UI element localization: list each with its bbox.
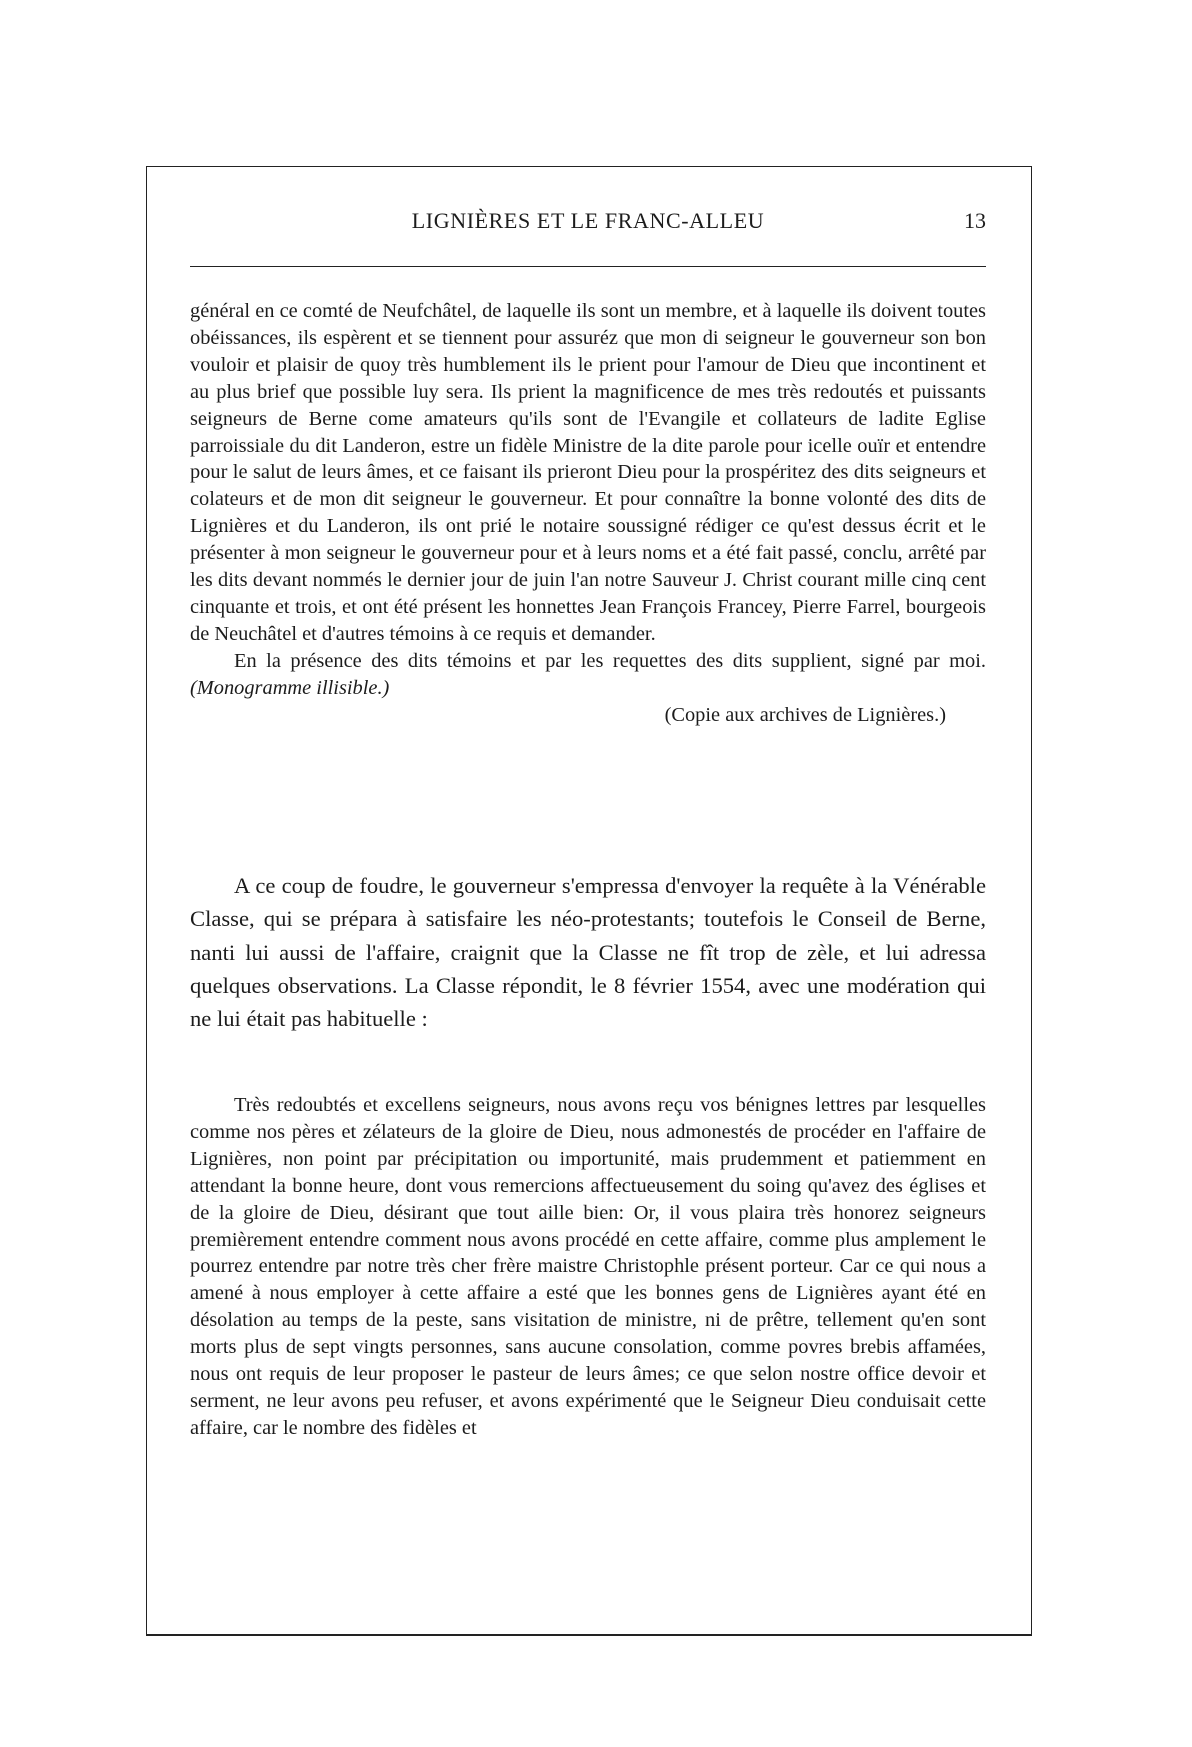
- body-paragraph: A ce coup de foudre, le gouverneur s'empressa d'envoyer la requête à la Vénérable Classe, qui se prépara à satisfaire les néo-protestants; toutefois le Conseil de Berne, nanti lui aussi de l'affaire, craignit que la Classe ne fît trop de zèle, et lui adressa quelques observations. La Classe répondit, le 8 février 1554, avec une modération qui ne lui était pas habituelle :: [190, 873, 986, 1032]
- body-text: [190, 869, 986, 1035]
- quote1-paragraph-2: [190, 648, 986, 702]
- source-note: (Copie aux archives de Lignières.): [664, 703, 946, 726]
- page-number: 13: [964, 208, 986, 233]
- quote1-paragraph-2-text: En la présence des dits témoins et par les requettes des dits supplient, signé par moi.: [234, 649, 986, 672]
- quote2-paragraph: Très redoubtés et excellens seigneurs, nous avons reçu vos bénignes lettres par lesquelles comme nos pères et zélateurs de la gloire de Dieu, nous admonestés de procéder en l'affaire de Lignières, non point par précipitation ou importunité, mais prudemment et patiemment en attendant la bonne heure, dont vous remercions affectueusement du soing qu'avez des églises et de la gloire de Dieu, désirant que tout aille bien: Or, il vous plaira très honorez seigneurs premièrement entendre comment nous avons procédé en cette affaire, comme plus amplement le pourrez entendre par notre très cher frère maistre Christophle présent porteur. Car ce qui nous a amené à nous employer à cette affaire a esté que les bonnes gens de Lignières ayant été en désolation au temps de la peste, sans visitation de ministre, ni de prêtre, tellement qu'en sont morts plus de sept vingts personnes, sans aucune consolation, comme povres brebis affamées, nous ont requis de leur proposer le pasteur de leurs âmes; ce que selon nostre office devoir et serment, ne leur avons peu refuser, et avons expérimenté que le Seigneur Dieu conduisait cette affaire, car le nombre des fidèles et: [190, 1094, 986, 1439]
- running-title: LIGNIÈRES ET LE FRANC-ALLEU: [411, 208, 765, 233]
- monogram-note: (Monogramme illisible.): [190, 676, 390, 699]
- quote1-paragraph-1: général en ce comté de Neufchâtel, de laquelle ils sont un membre, et à laquelle ils doivent toutes obéissances, ils espèrent et se tiennent pour assuréz que mon di seigneur le gouverneur son bon vouloir et plaisir de quoy très humblement ils le prient pour l'amour de Dieu que incontinent et au plus brief que possible luy sera. Ils prient la magnificence de mes très redoutés et puissants seigneurs de Berne come amateurs qu'ils sont de l'Evangile et collateurs de ladite Eglise parroissiale du dit Landeron, estre un fidèle Ministre de la dite parole pour icelle ouïr et entendre pour le salut de leurs âmes, et ce faisant ils prieront Dieu pour la prospéritez des dits seigneurs et colateurs et de mon dit seigneur le gouverneur. Et pour connaître la bonne volonté des dits de Lignières et du Landeron, ils ont prié le notaire soussigné rédiger ce qu'est dessus écrit et le présenter à mon seigneur le gouverneur pour et à leurs noms et a été fait passé, conclu, arrêté par les dits devant nommés le dernier jour de juin l'an notre Sauveur J. Christ courant mille cinq cent cinquante et trois, et ont été présent les honnettes Jean François Francey, Pierre Farrel, bourgeois de Neuchâtel et d'autres témoins à ce requis et demander.: [190, 300, 986, 645]
- quoted-document-1: [190, 298, 986, 729]
- header-divider: [190, 266, 986, 267]
- quoted-document-2: [190, 1092, 986, 1442]
- page-header: [190, 208, 986, 238]
